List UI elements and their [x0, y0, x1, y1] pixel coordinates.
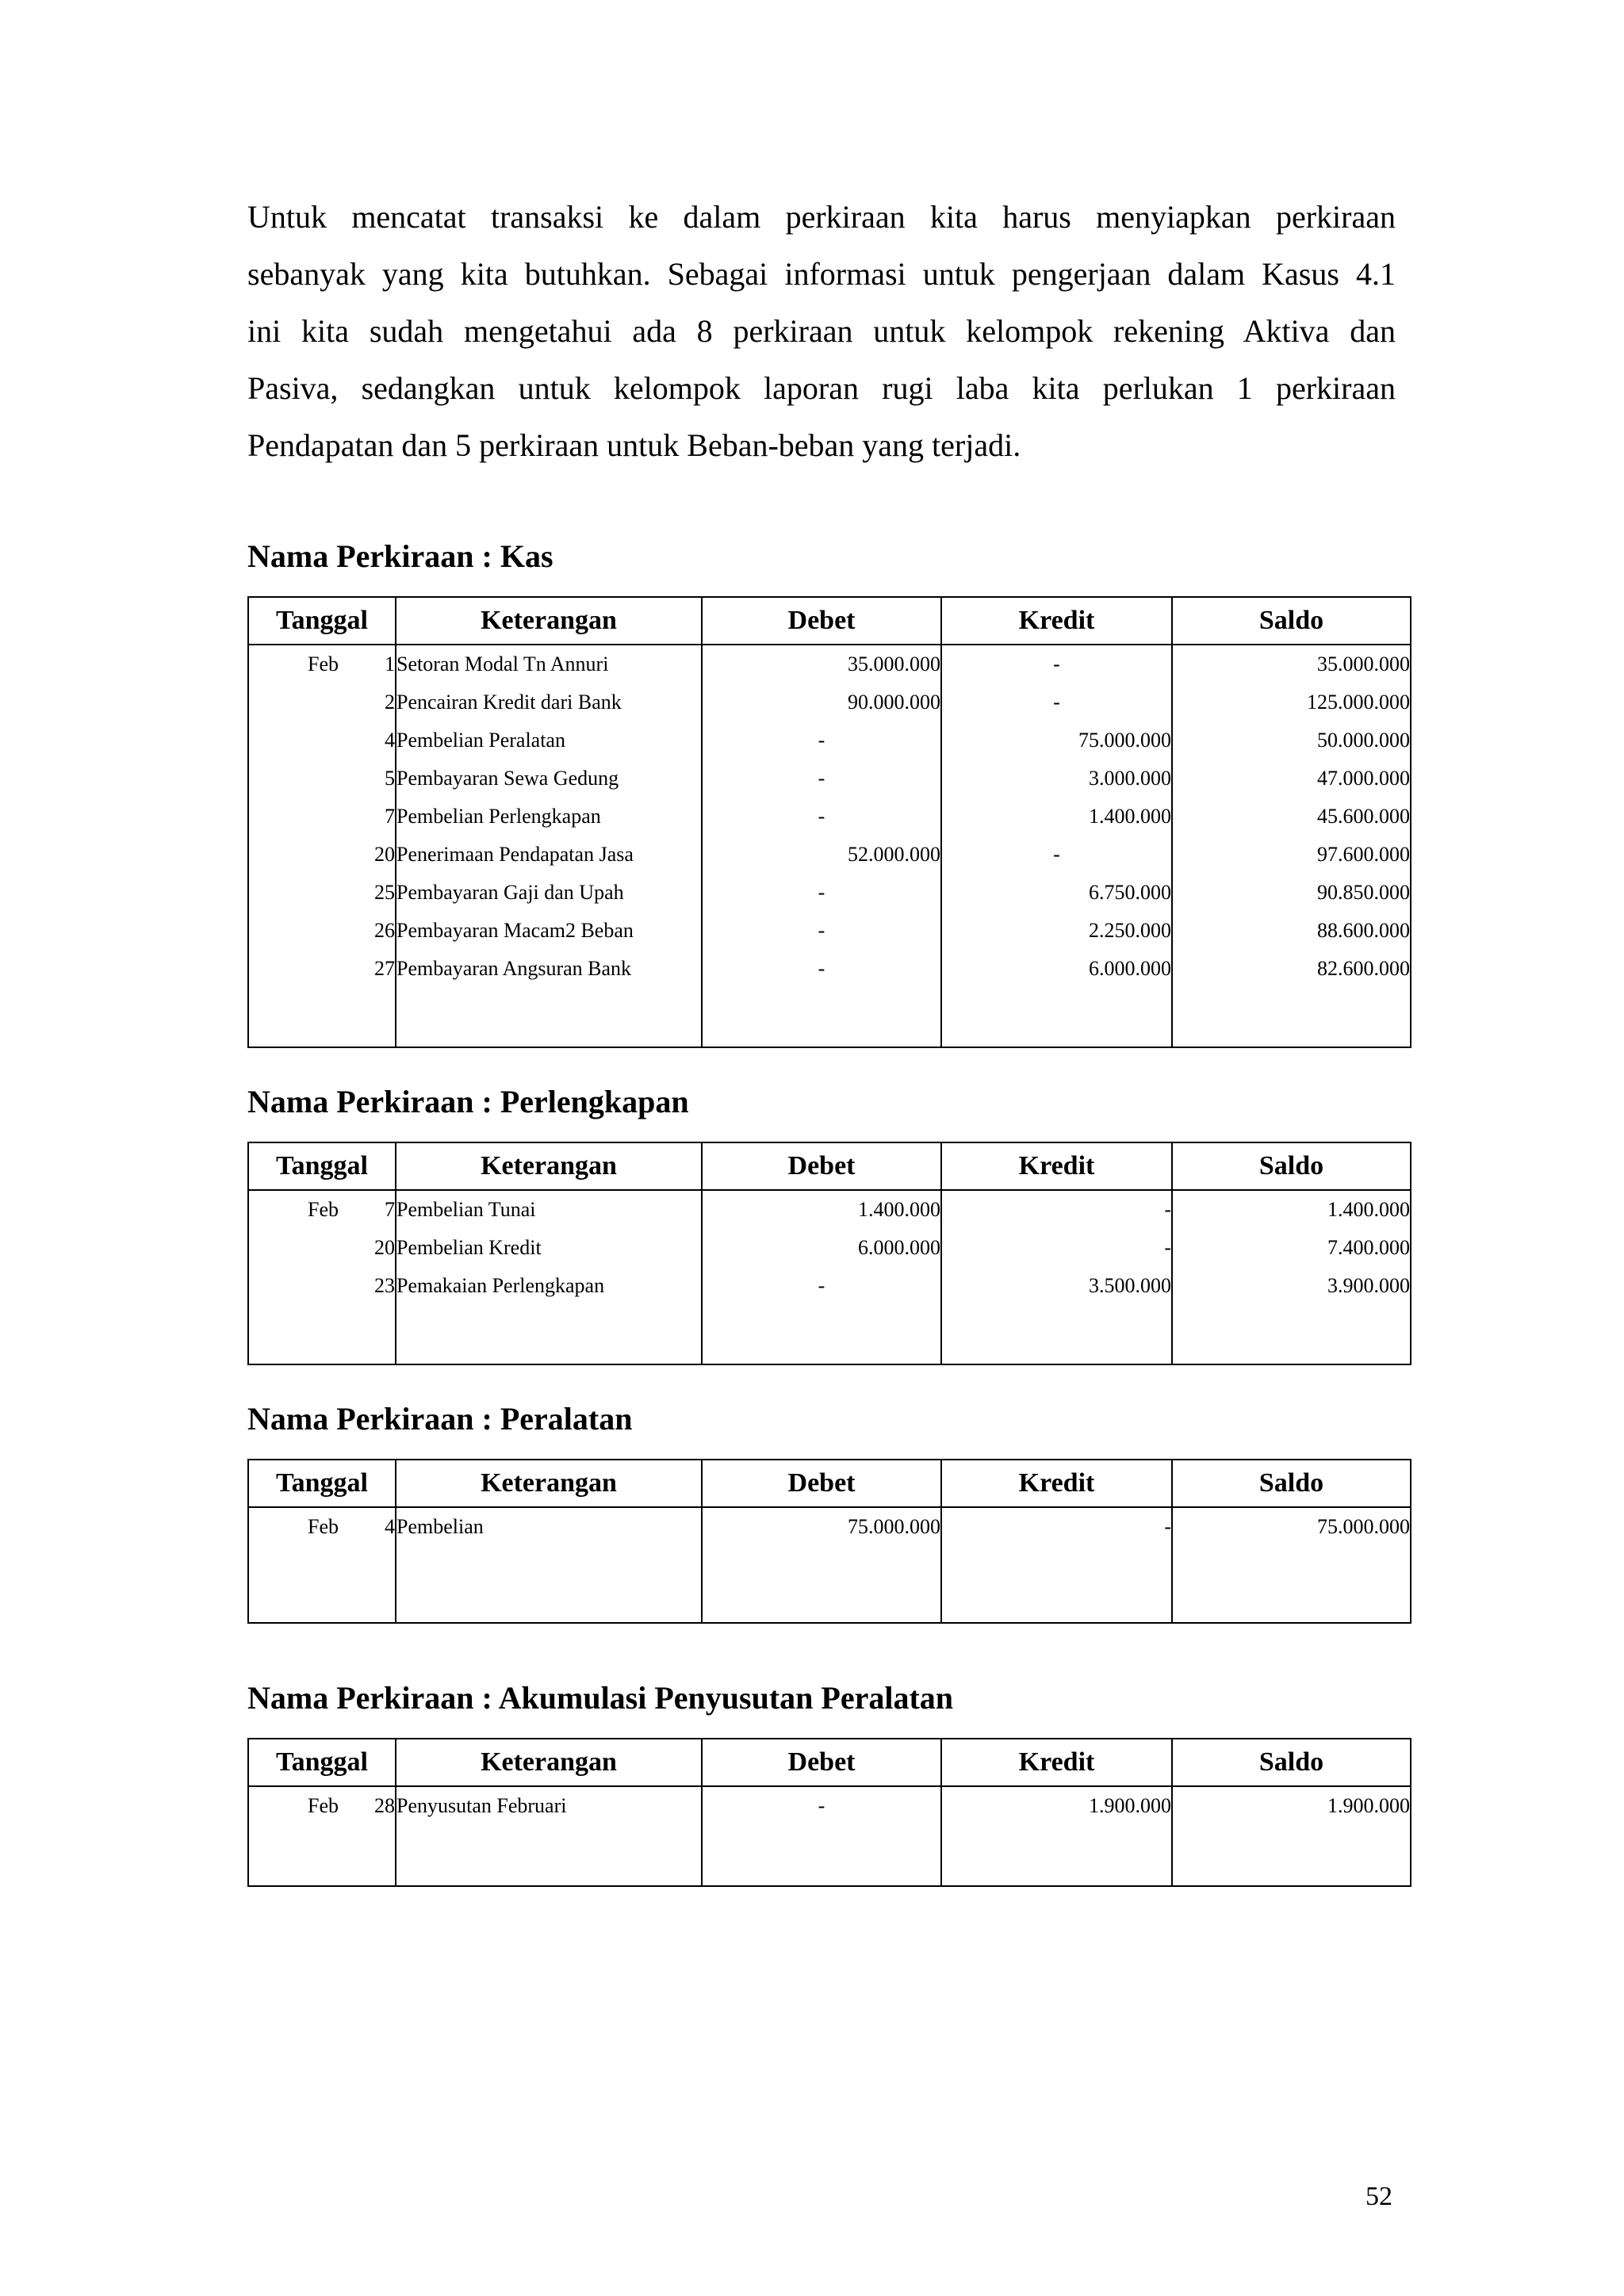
cell-keterangan: Pembayaran Sewa Gedung	[396, 760, 702, 798]
ledger-table-peralatan	[247, 1459, 1411, 1624]
cell-saldo: 82.600.000	[1172, 950, 1411, 988]
cell-kredit: 6.750.000	[941, 874, 1172, 912]
ledger-row	[248, 760, 1411, 798]
cell-tanggal	[248, 683, 396, 721]
empty-cell	[1172, 1825, 1411, 1886]
cell-kredit: 1.400.000	[941, 798, 1172, 836]
account-title-perlengkapan: Nama Perkiraan : Perlengkapan	[247, 1084, 689, 1119]
cell-tanggal	[248, 836, 396, 874]
cell-debet: 6.000.000	[702, 1229, 941, 1267]
cell-saldo: 1.400.000	[1172, 1190, 1411, 1229]
cell-debet: 75.000.000	[702, 1507, 941, 1546]
column-header-saldo: Saldo	[1172, 1142, 1411, 1190]
cell-day: 20	[374, 1236, 395, 1259]
column-header-saldo: Saldo	[1172, 1460, 1411, 1507]
ledger-body	[248, 1507, 1411, 1623]
ledger-empty-row	[248, 1546, 1411, 1623]
cell-tanggal	[248, 798, 396, 836]
column-header-tanggal: Tanggal	[248, 597, 396, 645]
cell-saldo: 35.000.000	[1172, 645, 1411, 683]
ledger-row	[248, 1507, 1411, 1546]
intro-line: Untuk mencatat transaksi ke dalam perkiraan kita harus menyiapkan perkiraan	[247, 199, 1396, 235]
empty-cell	[396, 988, 702, 1047]
empty-cell	[702, 1825, 941, 1886]
cell-tanggal	[248, 874, 396, 912]
cell-tanggal	[248, 645, 396, 683]
cell-debet: 90.000.000	[702, 683, 941, 721]
cell-kredit: -	[941, 1229, 1172, 1267]
ledger-empty-row	[248, 988, 1411, 1047]
intro-line: ini kita sudah mengetahui ada 8 perkiraan untuk kelompok rekening Aktiva dan	[247, 313, 1396, 349]
cell-debet: -	[702, 798, 941, 836]
empty-cell	[396, 1546, 702, 1623]
cell-day: 1	[385, 652, 395, 675]
cell-day: 27	[374, 957, 395, 980]
column-header-tanggal: Tanggal	[248, 1739, 396, 1786]
cell-day: 2	[385, 691, 395, 714]
cell-keterangan: Pembelian Kredit	[396, 1229, 702, 1267]
cell-debet: -	[702, 721, 941, 760]
cell-keterangan: Pemakaian Perlengkapan	[396, 1267, 702, 1305]
ledger-empty-row	[248, 1305, 1411, 1364]
cell-kredit: 3.500.000	[941, 1267, 1172, 1305]
ledger-row	[248, 645, 1411, 683]
cell-kredit: 1.900.000	[941, 1786, 1172, 1825]
column-header-tanggal: Tanggal	[248, 1460, 396, 1507]
cell-kredit: -	[941, 836, 1172, 874]
cell-keterangan: Pembayaran Angsuran Bank	[396, 950, 702, 988]
intro-line: Pendapatan dan 5 perkiraan untuk Beban-beban yang terjadi.	[247, 427, 1021, 463]
ledger-row	[248, 874, 1411, 912]
cell-day: 4	[385, 1515, 395, 1538]
empty-cell	[1172, 1546, 1411, 1623]
cell-saldo: 88.600.000	[1172, 912, 1411, 950]
cell-debet: -	[702, 874, 941, 912]
cell-saldo: 1.900.000	[1172, 1786, 1411, 1825]
cell-kredit: -	[941, 1190, 1172, 1229]
cell-day: 23	[374, 1274, 395, 1297]
cell-month: Feb	[308, 1515, 339, 1538]
ledger-body	[248, 645, 1411, 1047]
empty-cell	[248, 1825, 396, 1886]
ledger-row	[248, 1190, 1411, 1229]
empty-cell	[248, 988, 396, 1047]
empty-cell	[702, 988, 941, 1047]
empty-cell	[248, 1305, 396, 1364]
cell-saldo: 45.600.000	[1172, 798, 1411, 836]
cell-debet: -	[702, 1786, 941, 1825]
ledger-row	[248, 798, 1411, 836]
ledger-row	[248, 721, 1411, 760]
cell-kredit: 2.250.000	[941, 912, 1172, 950]
cell-month: Feb	[308, 1198, 339, 1221]
ledger-body	[248, 1786, 1411, 1886]
cell-debet: -	[702, 912, 941, 950]
cell-day: 5	[385, 767, 395, 790]
ledger-header-row	[248, 597, 1411, 645]
cell-month: Feb	[308, 1794, 339, 1817]
cell-tanggal	[248, 912, 396, 950]
cell-kredit: -	[941, 645, 1172, 683]
ledger-table-kas	[247, 596, 1411, 1048]
empty-cell	[702, 1546, 941, 1623]
cell-tanggal	[248, 1229, 396, 1267]
cell-saldo: 47.000.000	[1172, 760, 1411, 798]
empty-cell	[396, 1825, 702, 1886]
column-header-kredit: Kredit	[941, 1142, 1172, 1190]
intro-paragraph	[247, 189, 1396, 474]
cell-debet: 35.000.000	[702, 645, 941, 683]
empty-cell	[248, 1546, 396, 1623]
cell-kredit: 6.000.000	[941, 950, 1172, 988]
cell-tanggal	[248, 1786, 396, 1825]
cell-keterangan: Penerimaan Pendapatan Jasa	[396, 836, 702, 874]
ledger-table-akumulasi-penyusutan	[247, 1738, 1411, 1887]
cell-saldo: 3.900.000	[1172, 1267, 1411, 1305]
cell-saldo: 50.000.000	[1172, 721, 1411, 760]
empty-cell	[396, 1305, 702, 1364]
cell-day: 20	[374, 843, 395, 866]
ledger-header-row	[248, 1739, 1411, 1786]
column-header-debet: Debet	[702, 1460, 941, 1507]
ledger-row	[248, 950, 1411, 988]
cell-keterangan: Penyusutan Februari	[396, 1786, 702, 1825]
column-header-keterangan: Keterangan	[396, 1142, 702, 1190]
empty-cell	[941, 1546, 1172, 1623]
cell-tanggal	[248, 950, 396, 988]
cell-keterangan: Pembayaran Gaji dan Upah	[396, 874, 702, 912]
cell-day: 28	[374, 1794, 395, 1817]
cell-day: 4	[385, 729, 395, 752]
empty-cell	[941, 988, 1172, 1047]
empty-cell	[941, 1825, 1172, 1886]
cell-keterangan: Pembayaran Macam2 Beban	[396, 912, 702, 950]
cell-debet: -	[702, 1267, 941, 1305]
cell-tanggal	[248, 721, 396, 760]
column-header-keterangan: Keterangan	[396, 1460, 702, 1507]
ledger-body	[248, 1190, 1411, 1364]
column-header-saldo: Saldo	[1172, 1739, 1411, 1786]
cell-saldo: 7.400.000	[1172, 1229, 1411, 1267]
cell-debet: -	[702, 950, 941, 988]
ledger-header-row	[248, 1142, 1411, 1190]
cell-debet: 1.400.000	[702, 1190, 941, 1229]
column-header-kredit: Kredit	[941, 1739, 1172, 1786]
cell-month: Feb	[308, 652, 339, 675]
cell-tanggal	[248, 1190, 396, 1229]
ledger-header-row	[248, 1460, 1411, 1507]
cell-debet: 52.000.000	[702, 836, 941, 874]
cell-day: 26	[374, 919, 395, 942]
cell-tanggal	[248, 760, 396, 798]
cell-kredit: 75.000.000	[941, 721, 1172, 760]
ledger-empty-row	[248, 1825, 1411, 1886]
cell-saldo: 90.850.000	[1172, 874, 1411, 912]
cell-kredit: -	[941, 683, 1172, 721]
page-number: 52	[1365, 2182, 1392, 2211]
column-header-debet: Debet	[702, 597, 941, 645]
empty-cell	[1172, 988, 1411, 1047]
ledger-row	[248, 836, 1411, 874]
account-title-peralatan: Nama Perkiraan : Peralatan	[247, 1401, 633, 1437]
cell-saldo: 75.000.000	[1172, 1507, 1411, 1546]
column-header-debet: Debet	[702, 1739, 941, 1786]
cell-day: 25	[374, 881, 395, 904]
cell-debet: -	[702, 760, 941, 798]
column-header-saldo: Saldo	[1172, 597, 1411, 645]
cell-kredit: 3.000.000	[941, 760, 1172, 798]
cell-keterangan: Pembelian	[396, 1507, 702, 1546]
column-header-keterangan: Keterangan	[396, 1739, 702, 1786]
column-header-kredit: Kredit	[941, 1460, 1172, 1507]
cell-tanggal	[248, 1507, 396, 1546]
cell-keterangan: Pembelian Perlengkapan	[396, 798, 702, 836]
column-header-keterangan: Keterangan	[396, 597, 702, 645]
ledger-row	[248, 1229, 1411, 1267]
cell-day: 7	[385, 1198, 395, 1221]
cell-kredit: -	[941, 1507, 1172, 1546]
cell-day: 7	[385, 805, 395, 828]
intro-line: sebanyak yang kita butuhkan. Sebagai informasi untuk pengerjaan dalam Kasus 4.1	[247, 256, 1396, 292]
ledger-table-perlengkapan	[247, 1142, 1411, 1365]
ledger-row	[248, 912, 1411, 950]
account-title-akumulasi-penyusutan: Nama Perkiraan : Akumulasi Penyusutan Peralatan	[247, 1680, 954, 1716]
intro-line: Pasiva, sedangkan untuk kelompok laporan rugi laba kita perlukan 1 perkiraan	[247, 370, 1396, 406]
cell-tanggal	[248, 1267, 396, 1305]
cell-keterangan: Pencairan Kredit dari Bank	[396, 683, 702, 721]
cell-saldo: 125.000.000	[1172, 683, 1411, 721]
empty-cell	[1172, 1305, 1411, 1364]
column-header-tanggal: Tanggal	[248, 1142, 396, 1190]
cell-keterangan: Pembelian Tunai	[396, 1190, 702, 1229]
cell-saldo: 97.600.000	[1172, 836, 1411, 874]
empty-cell	[941, 1305, 1172, 1364]
ledger-row	[248, 683, 1411, 721]
cell-keterangan: Pembelian Peralatan	[396, 721, 702, 760]
empty-cell	[702, 1305, 941, 1364]
column-header-kredit: Kredit	[941, 597, 1172, 645]
ledger-row	[248, 1267, 1411, 1305]
account-title-kas: Nama Perkiraan : Kas	[247, 538, 553, 574]
column-header-debet: Debet	[702, 1142, 941, 1190]
cell-keterangan: Setoran Modal Tn Annuri	[396, 645, 702, 683]
ledger-row	[248, 1786, 1411, 1825]
